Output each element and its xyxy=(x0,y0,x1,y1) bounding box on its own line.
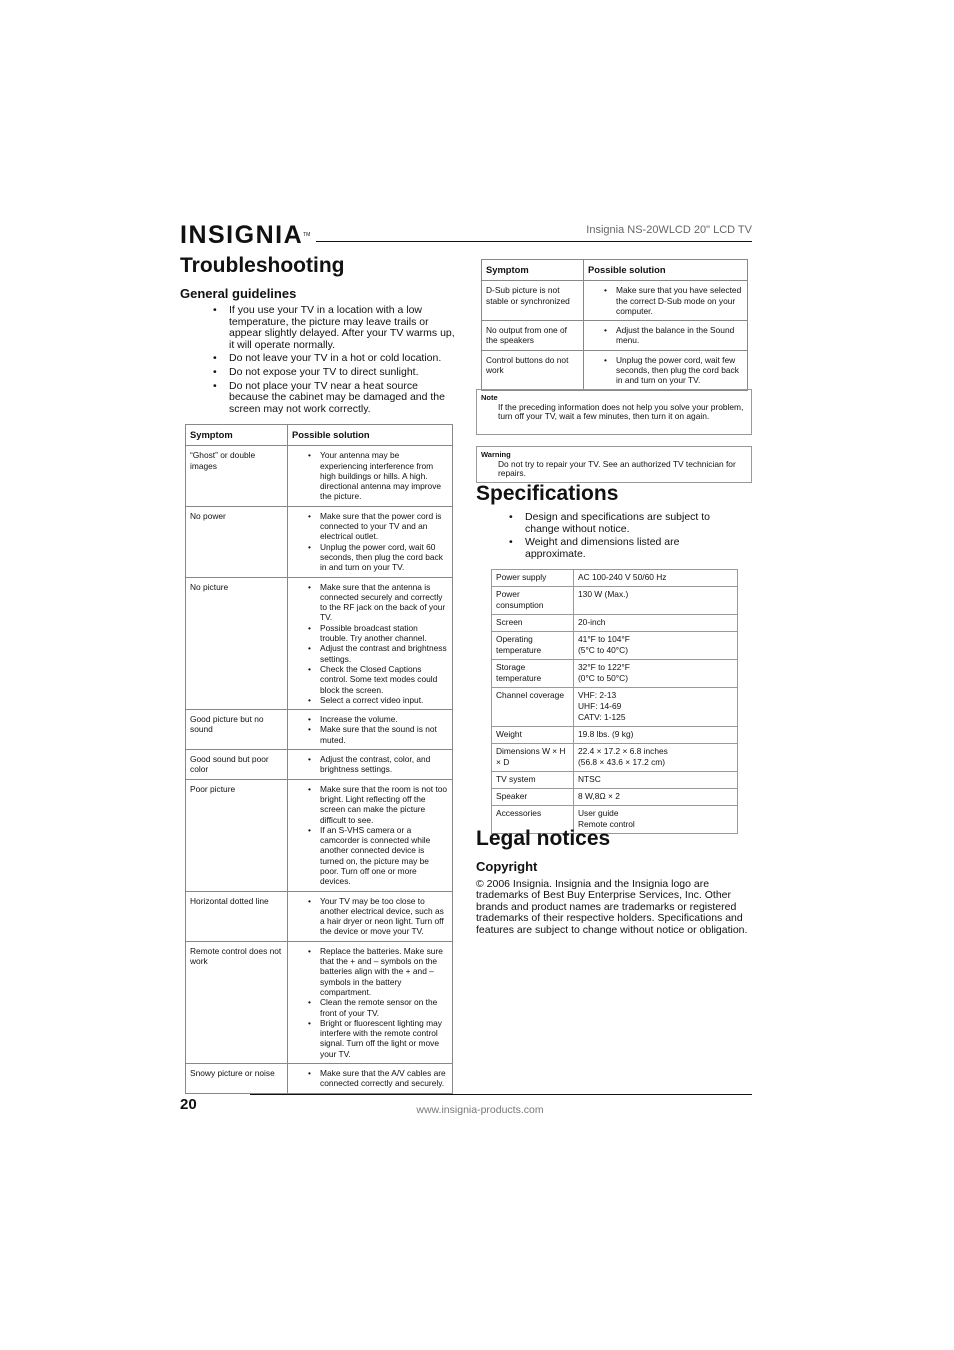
troubleshooting-table xyxy=(185,424,453,1094)
footer-url: www.insignia-products.com xyxy=(416,1104,544,1116)
solution-cell xyxy=(584,281,748,321)
solution-column-header: Possible solution xyxy=(288,425,453,446)
spec-label: Power supply xyxy=(492,570,574,587)
spec-value-line: VHF: 2-13 xyxy=(578,690,617,700)
solution-cell xyxy=(288,506,453,577)
solution-item: • Your antenna may be experiencing interference from high buildings or hills. A high. directional antenna may improve the picture. xyxy=(308,450,448,501)
solution-list xyxy=(308,896,448,937)
spec-label: Storage temperature xyxy=(492,660,574,688)
solution-list xyxy=(308,511,448,573)
table-row xyxy=(186,941,453,1063)
spec-value-line: User guide xyxy=(578,808,619,818)
solution-item: • Increase the volume. xyxy=(308,714,448,724)
solution-item: • Adjust the contrast and brightness settings. xyxy=(308,643,448,664)
warning-box xyxy=(476,446,752,483)
warning-text: Do not try to repair your TV. See an authorized TV technician for repairs. xyxy=(498,458,736,479)
symptom-column-header: Symptom xyxy=(186,425,288,446)
symptom-cell: Good sound but poor color xyxy=(186,750,288,780)
solution-item: • Make sure that the power cord is connected to your TV and an electrical outlet. xyxy=(308,511,448,542)
symptom-cell: Remote control does not work xyxy=(186,941,288,1063)
specifications-notes-list xyxy=(509,512,739,562)
solution-list xyxy=(308,450,448,501)
solution-item: • Clean the remote sensor on the front of your TV. xyxy=(308,997,448,1018)
solution-cell xyxy=(288,577,453,710)
copyright-text: © 2006 Insignia. Insignia and the Insignia logo are trademarks of Best Buy Enterprise Services, Inc. Other brands and product names are trademarks or registered trademarks of their respective holders. Specifications and features are subject to change without notice or obligation. xyxy=(476,878,748,936)
symptom-cell: Control buttons do not work xyxy=(482,350,584,390)
solution-item: • Replace the batteries. Make sure that the + and – symbols on the batteries align with the + and – symbols in the battery compartment. xyxy=(308,946,448,997)
solution-cell xyxy=(288,941,453,1063)
solution-item: • Your TV may be too close to another electrical device, such as a hair dryer or neon light. Turn off the device or move your TV. xyxy=(308,896,448,937)
solution-item: • Make sure that you have selected the correct D-Sub mode on your computer. xyxy=(604,285,743,316)
solution-item: • Make sure that the sound is not muted. xyxy=(308,724,448,745)
symptom-cell: Poor picture xyxy=(186,779,288,891)
solution-item: • Unplug the power cord, wait 60 seconds, then plug the cord back in and turn on your TV. xyxy=(308,542,448,573)
spec-label: Screen xyxy=(492,615,574,632)
solution-list xyxy=(308,754,448,775)
solution-cell xyxy=(288,710,453,750)
spec-row xyxy=(492,772,738,789)
spec-label: TV system xyxy=(492,772,574,789)
spec-value-line: 22.4 × 17.2 × 6.8 inches xyxy=(578,746,668,756)
guideline-item: • Do not place your TV near a heat source because the cabinet may be damaged and the screen may not work correctly. xyxy=(213,381,458,416)
solution-item: • Make sure that the A/V cables are connected correctly and securely. xyxy=(308,1068,448,1089)
spec-value-line: Remote control xyxy=(578,819,635,829)
solution-cell xyxy=(288,779,453,891)
table-row xyxy=(186,506,453,577)
troubleshooting-table-continued xyxy=(481,259,748,391)
solution-column-header: Possible solution xyxy=(584,260,748,281)
spec-row xyxy=(492,587,738,615)
solution-item: • Unplug the power cord, wait few seconds, then plug the cord back in and turn on your TV. xyxy=(604,355,743,386)
solution-cell xyxy=(288,891,453,941)
solution-item: • Select a correct video input. xyxy=(308,695,448,705)
spec-note-item: • Weight and dimensions listed are approximate. xyxy=(509,537,739,560)
page-number: 20 xyxy=(180,1096,197,1113)
note-label: Note xyxy=(481,393,498,402)
legal-notices-heading: Legal notices xyxy=(476,827,611,850)
solution-cell xyxy=(288,750,453,780)
solution-list xyxy=(308,582,448,706)
spec-value-line: NTSC xyxy=(578,774,601,784)
solution-cell xyxy=(584,321,748,351)
spec-value xyxy=(574,772,738,789)
warning-label: Warning xyxy=(481,450,511,459)
spec-label: Operating temperature xyxy=(492,632,574,660)
note-box xyxy=(476,389,752,435)
spec-value xyxy=(574,789,738,806)
table-row xyxy=(186,577,453,710)
symptom-cell: No output from one of the speakers xyxy=(482,321,584,351)
spec-value-line: (0°C to 50°C) xyxy=(578,673,628,683)
symptom-cell: No picture xyxy=(186,577,288,710)
spec-row xyxy=(492,570,738,587)
solution-item: • Bright or fluorescent lighting may interfere with the remote control signal. Turn off the light or move your TV. xyxy=(308,1018,448,1059)
spec-label: Dimensions W × H × D xyxy=(492,744,574,772)
spec-value xyxy=(574,727,738,744)
table-row xyxy=(186,891,453,941)
spec-value xyxy=(574,632,738,660)
copyright-heading: Copyright xyxy=(476,859,538,874)
table-row xyxy=(186,710,453,750)
header-rule xyxy=(316,241,752,242)
spec-value-line: 19.8 lbs. (9 kg) xyxy=(578,729,634,739)
symptom-cell: Good picture but no sound xyxy=(186,710,288,750)
spec-row xyxy=(492,727,738,744)
solution-list xyxy=(308,1068,448,1089)
spec-row xyxy=(492,660,738,688)
spec-value-line: UHF: 14-69 xyxy=(578,701,622,711)
solution-item: • Adjust the balance in the Sound menu. xyxy=(604,325,743,346)
general-guidelines-list xyxy=(213,305,458,417)
spec-value-line: (5°C to 40°C) xyxy=(578,645,628,655)
symptom-cell: D-Sub picture is not stable or synchronized xyxy=(482,281,584,321)
symptom-cell: “Ghost” or double images xyxy=(186,446,288,506)
spec-value-line: 130 W (Max.) xyxy=(578,589,629,599)
table-row xyxy=(186,1064,453,1094)
spec-row xyxy=(492,615,738,632)
spec-value xyxy=(574,587,738,615)
specifications-table xyxy=(491,569,738,834)
solution-list xyxy=(308,714,448,745)
spec-label: Weight xyxy=(492,727,574,744)
table-row xyxy=(186,779,453,891)
table-row xyxy=(482,321,748,351)
spec-label: Power consumption xyxy=(492,587,574,615)
symptom-column-header: Symptom xyxy=(482,260,584,281)
spec-value xyxy=(574,688,738,727)
table-row xyxy=(482,281,748,321)
spec-value-line: 32°F to 122°F xyxy=(578,662,630,672)
trademark-mark: TM xyxy=(303,232,311,238)
spec-value xyxy=(574,660,738,688)
solution-item: • Possible broadcast station trouble. Try another channel. xyxy=(308,623,448,644)
header-product-title: Insignia NS-20WLCD 20" LCD TV xyxy=(586,224,752,236)
note-text: If the preceding information does not help you solve your problem, turn off your TV, wait a few minutes, then turn it on again. xyxy=(498,401,744,422)
solution-list xyxy=(604,285,743,316)
guideline-item: • If you use your TV in a location with a low temperature, the picture may leave trails or appear slightly delayed. After your TV warms up, it will operate normally. xyxy=(213,305,458,351)
solution-item: • Check the Closed Captions control. Some text modes could block the screen. xyxy=(308,664,448,695)
specifications-heading: Specifications xyxy=(476,482,619,505)
solution-list xyxy=(604,355,743,386)
spec-label: Speaker xyxy=(492,789,574,806)
troubleshooting-heading: Troubleshooting xyxy=(180,254,345,277)
table-row xyxy=(186,446,453,506)
insignia-logo: INSIGNIA™ xyxy=(180,221,311,249)
spec-label: Channel coverage xyxy=(492,688,574,727)
spec-row xyxy=(492,744,738,772)
table-row xyxy=(482,350,748,390)
solution-cell xyxy=(584,350,748,390)
symptom-cell: Snowy picture or noise xyxy=(186,1064,288,1094)
guideline-item: • Do not leave your TV in a hot or cold location. xyxy=(213,353,458,365)
spec-value-line: 20-inch xyxy=(578,617,606,627)
guideline-item: • Do not expose your TV to direct sunlight. xyxy=(213,367,458,379)
symptom-cell: Horizontal dotted line xyxy=(186,891,288,941)
table-row xyxy=(186,750,453,780)
symptom-cell: No power xyxy=(186,506,288,577)
solution-item: • If an S-VHS camera or a camcorder is connected while another connected device is turned on, the picture may be poor. Turn off one or more devices. xyxy=(308,825,448,887)
solution-list xyxy=(308,784,448,887)
solution-item: • Adjust the contrast, color, and brightness settings. xyxy=(308,754,448,775)
spec-value-line: CATV: 1-125 xyxy=(578,712,626,722)
solution-cell xyxy=(288,446,453,506)
spec-label: Accessories xyxy=(492,806,574,834)
spec-value xyxy=(574,570,738,587)
spec-row xyxy=(492,632,738,660)
general-guidelines-heading: General guidelines xyxy=(180,286,297,301)
spec-value-line: AC 100-240 V 50/60 Hz xyxy=(578,572,667,582)
spec-value xyxy=(574,744,738,772)
spec-row xyxy=(492,688,738,727)
spec-value-line: (56.8 × 43.6 × 17.2 cm) xyxy=(578,757,666,767)
solution-list xyxy=(604,325,743,346)
spec-value-line: 41°F to 104°F xyxy=(578,634,630,644)
solution-item: • Make sure that the room is not too bright. Light reflecting off the screen can make the picture difficult to see. xyxy=(308,784,448,825)
footer-rule xyxy=(250,1094,752,1095)
spec-value xyxy=(574,615,738,632)
spec-row xyxy=(492,789,738,806)
solution-cell xyxy=(288,1064,453,1094)
spec-value-line: 8 W,8Ω × 2 xyxy=(578,791,620,801)
solution-item: • Make sure that the antenna is connected securely and correctly to the RF jack on the back of your TV. xyxy=(308,582,448,623)
spec-note-item: • Design and specifications are subject to change without notice. xyxy=(509,512,739,535)
solution-list xyxy=(308,946,448,1059)
